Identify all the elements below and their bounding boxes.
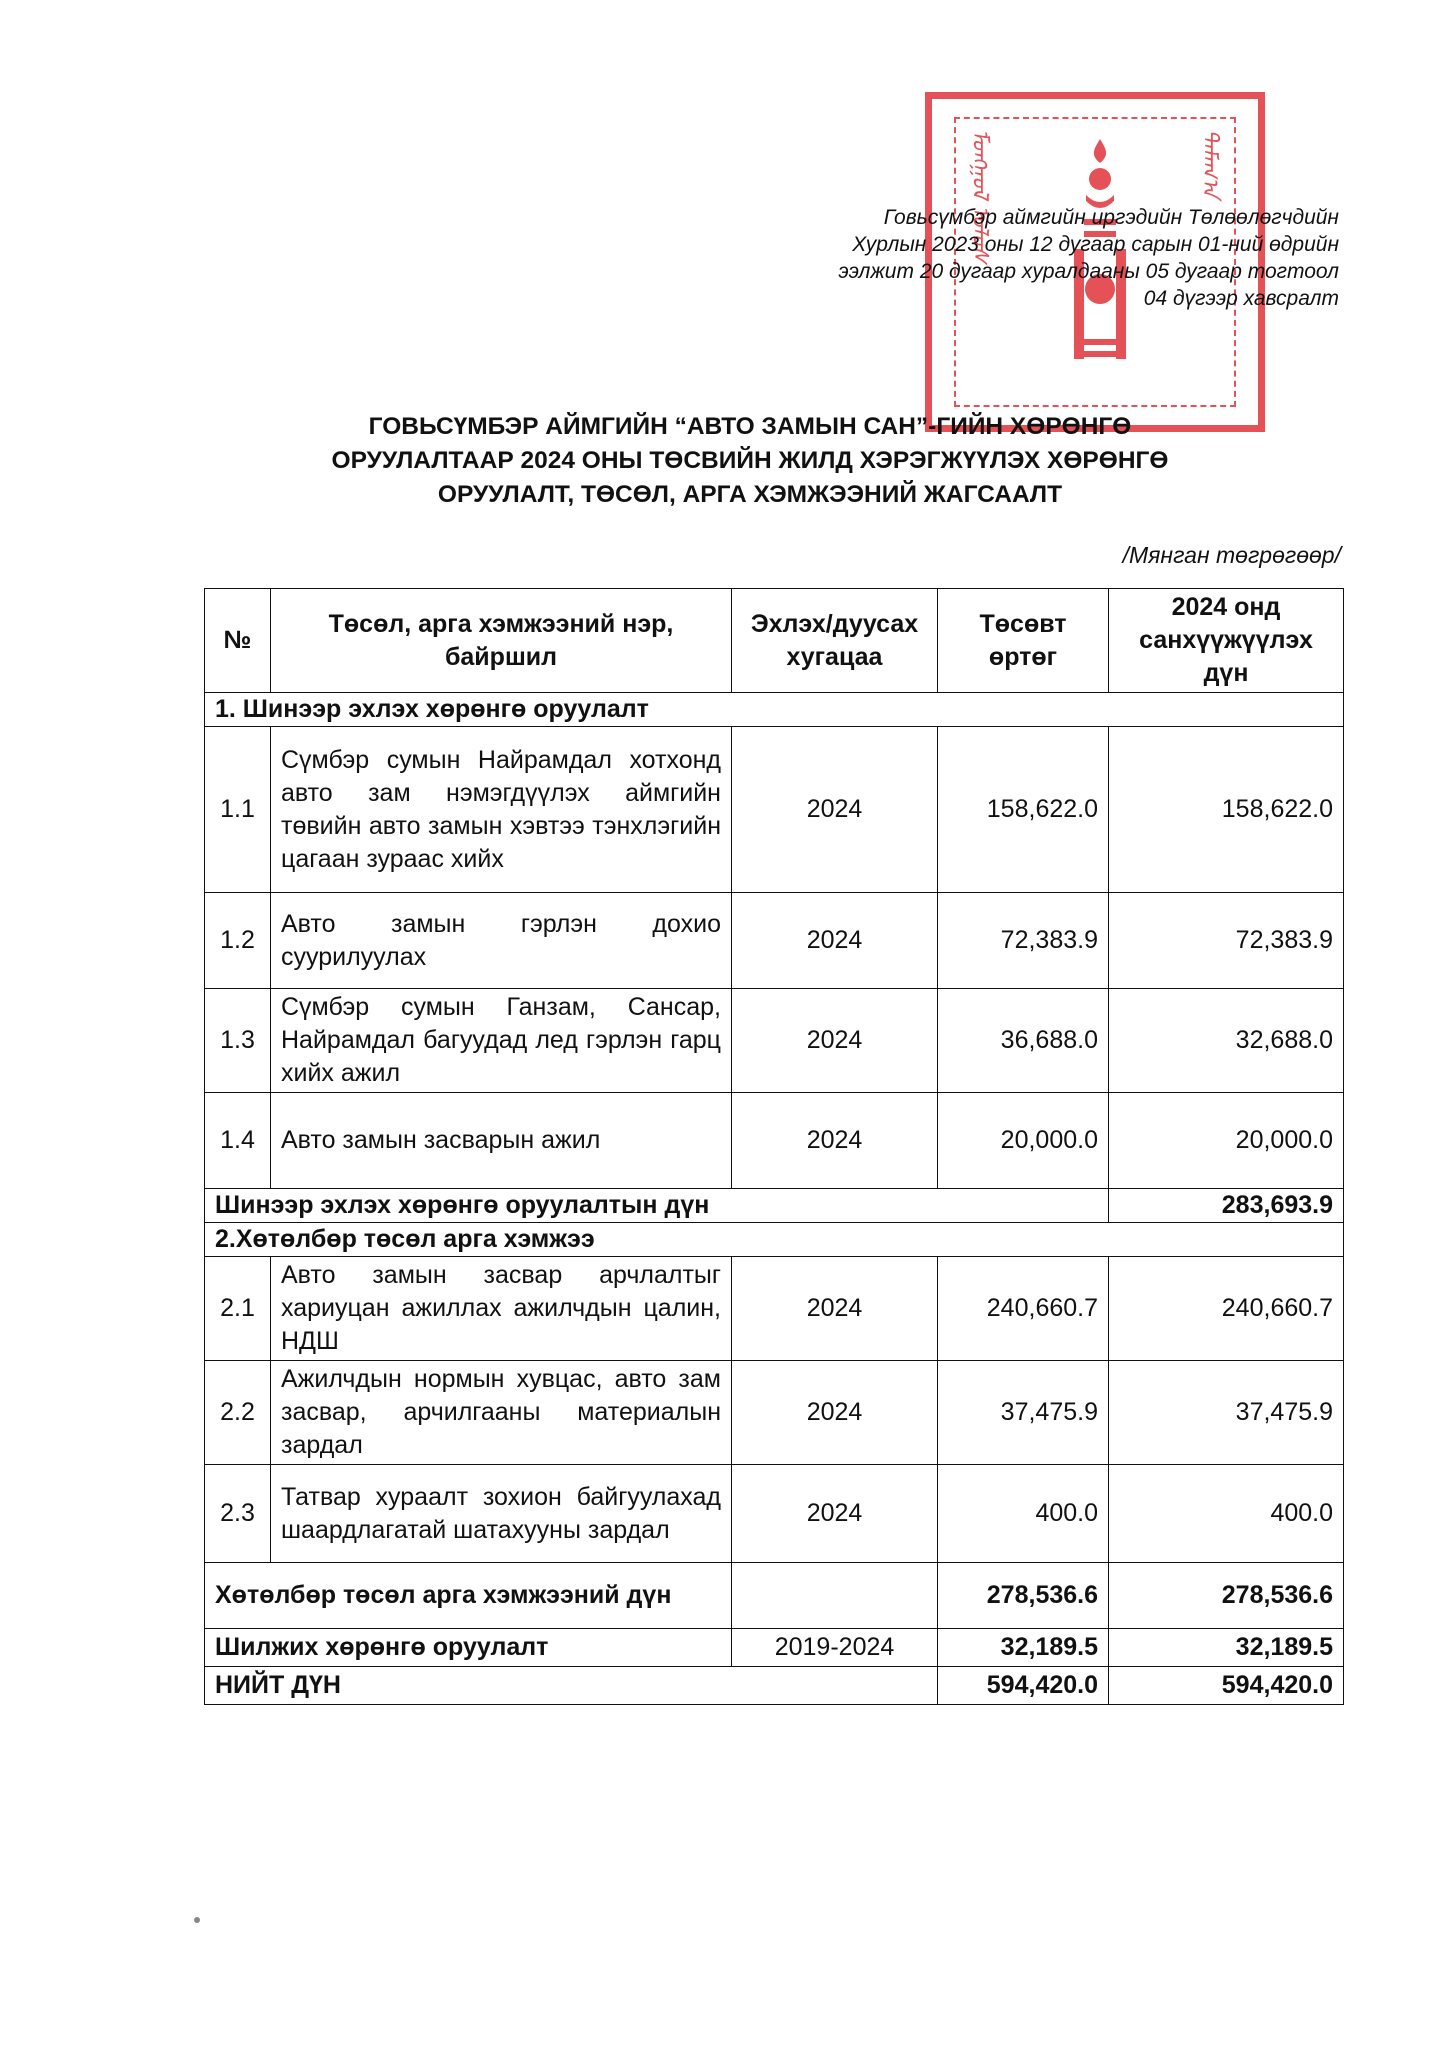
header-name: Төсөл, арга хэмжээний нэр, байршил [271,589,732,693]
row-period: 2024 [732,893,938,989]
row-name: Сүмбэр сумын Найрамдал хотхонд авто зам нэмэгдүүлэх аймгийн төвийн авто замын хэвтээ тэнхлэгийн цагаан зураас хийх [271,727,732,893]
grand-total-row [205,1667,1344,1705]
table-row [205,989,1344,1093]
row-no: 2.2 [205,1361,271,1465]
row-name: Авто замын засвар арчлалтыг хариуцан ажиллах ажилчдын цалин, НДШ [271,1257,732,1361]
row-cost: 20,000.0 [938,1093,1109,1189]
row-amount: 37,475.9 [1109,1361,1344,1465]
grand-total-cost: 594,420.0 [938,1667,1109,1705]
row-name: Сүмбэр сумын Ганзам, Сансар, Найрамдал багуудад лед гэрлэн гарц хийх ажил [271,989,732,1093]
title-line: ОРУУЛАЛТААР 2024 ОНЫ ТӨСВИЙН ЖИЛД ХЭРЭГЖҮҮЛЭХ ХӨРӨНГӨ [331,447,1169,474]
annex-line: Хурлын 2023 оны 12 дугаар сарын 01-ний өдрийн [852,233,1339,256]
row-name: Авто замын засварын ажил [271,1093,732,1189]
table-row [205,1465,1344,1563]
title-line: ОРУУЛАЛТ, ТӨСӨЛ, АРГА ХЭМЖЭЭНИЙ ЖАГСААЛТ [437,481,1063,508]
header-amount: 2024 онд санхүүжүүлэх дүн [1109,589,1344,693]
subtotal-label: Хөтөлбөр төсөл арга хэмжээний дүн [205,1563,732,1629]
row-no: 1.2 [205,893,271,989]
section-title: 1. Шинээр эхлэх хөрөнгө оруулалт [205,693,1344,727]
section-row [205,1223,1344,1257]
row-cost: 240,660.7 [938,1257,1109,1361]
table-row [205,1257,1344,1361]
stamp-side-text-left: ᠮᠣᠩᠭᠣᠯ ᠤᠯᠤᠰ [967,129,992,263]
transfer-row [205,1629,1344,1667]
investment-table [204,588,1344,1705]
annex-line: Говьсүмбэр аймгийн иргэдийн Төлөөлөгчдийн [883,206,1339,229]
row-period: 2024 [732,989,938,1093]
scan-speck [194,1917,200,1923]
table-row [205,1093,1344,1189]
row-cost: 158,622.0 [938,727,1109,893]
row-amount: 32,688.0 [1109,989,1344,1093]
section-title: 2.Хөтөлбөр төсөл арга хэмжээ [205,1223,1344,1257]
row-no: 2.3 [205,1465,271,1563]
row-amount: 20,000.0 [1109,1093,1344,1189]
row-cost: 36,688.0 [938,989,1109,1093]
unit-note: /Мянган төгрөгөөр/ [1122,542,1341,568]
subtotal-label: Шинээр эхлэх хөрөнгө оруулалтын дүн [205,1189,1109,1223]
subtotal-amount: 278,536.6 [1109,1563,1344,1629]
subtotal-amount: 283,693.9 [1109,1189,1344,1223]
title-line: ГОВЬСҮМБЭР АЙМГИЙН “АВТО ЗАМЫН САН”-ГИЙН ХӨРӨНГӨ [368,413,1132,440]
annex-line: ээлжит 20 дугаар хуралдааны 05 дугаар тогтоол [838,260,1339,283]
subtotal-cost: 278,536.6 [938,1563,1109,1629]
transfer-label: Шилжих хөрөнгө оруулалт [205,1629,732,1667]
row-cost: 72,383.9 [938,893,1109,989]
annex-line: 04 дүгээр хавсралт [1143,287,1339,310]
table-row [205,1361,1344,1465]
document-title [210,410,1290,512]
row-no: 1.1 [205,727,271,893]
transfer-period: 2019-2024 [732,1629,938,1667]
transfer-cost: 32,189.5 [938,1629,1109,1667]
grand-total-amount: 594,420.0 [1109,1667,1344,1705]
header-cost: Төсөвт өртөг [938,589,1109,693]
table-row [205,727,1344,893]
row-no: 1.4 [205,1093,271,1189]
row-name: Ажилчдын нормын хувцас, авто зам засвар, арчилгааны материалын зардал [271,1361,732,1465]
row-cost: 37,475.9 [938,1361,1109,1465]
subtotal-row [205,1563,1344,1629]
subtotal-row [205,1189,1344,1223]
row-amount: 72,383.9 [1109,893,1344,989]
grand-total-label: НИЙТ ДҮН [205,1667,938,1705]
row-amount: 240,660.7 [1109,1257,1344,1361]
header-period: Эхлэх/дуусах хугацаа [732,589,938,693]
row-name: Авто замын гэрлэн дохио суурилуулах [271,893,732,989]
row-name: Татвар хураалт зохион байгуулахад шаардлагатай шатахууны зардал [271,1465,732,1563]
table-header-row [205,589,1344,693]
row-amount: 400.0 [1109,1465,1344,1563]
row-no: 2.1 [205,1257,271,1361]
row-no: 1.3 [205,989,271,1093]
table-row [205,893,1344,989]
row-period: 2024 [732,1361,938,1465]
row-period: 2024 [732,1465,938,1563]
row-period: 2024 [732,727,938,893]
transfer-amount: 32,189.5 [1109,1629,1344,1667]
stamp-side-text-right: ᠲᠠᠮᠠᠭ᠎ᠠ [1197,129,1222,198]
row-period: 2024 [732,1093,938,1189]
resolution-annex-note [719,204,1339,312]
subtotal-period [732,1563,938,1629]
row-cost: 400.0 [938,1465,1109,1563]
header-no: № [205,589,271,693]
row-period: 2024 [732,1257,938,1361]
row-amount: 158,622.0 [1109,727,1344,893]
section-row [205,693,1344,727]
